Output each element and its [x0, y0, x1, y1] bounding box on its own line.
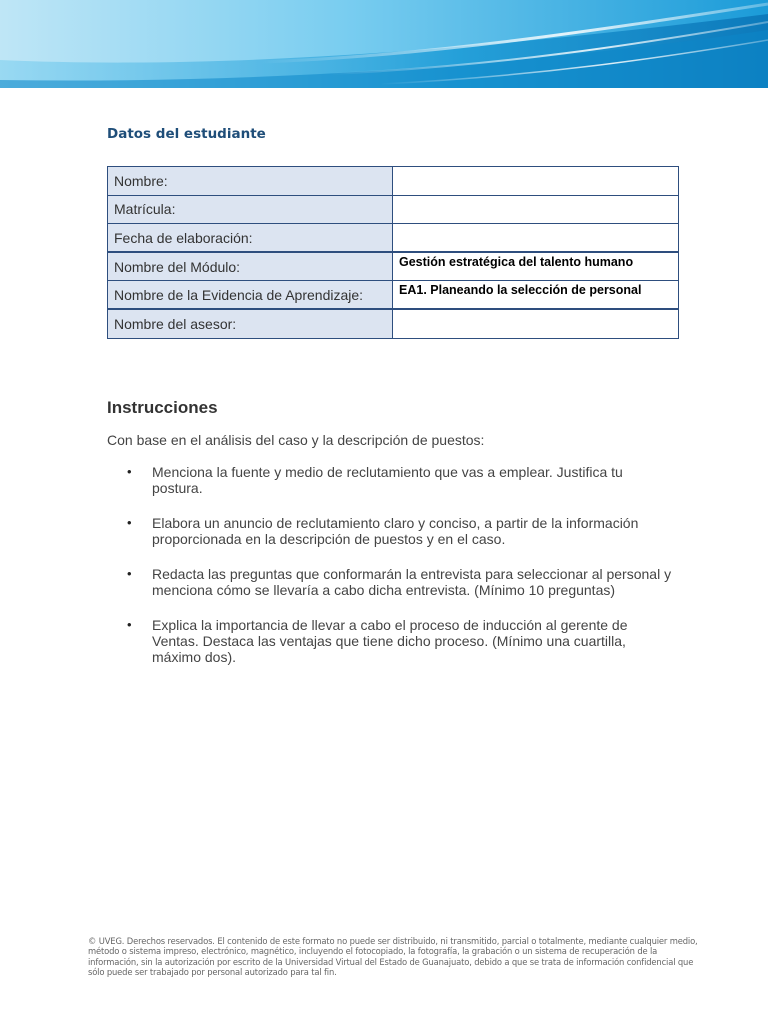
list-item [127, 515, 677, 547]
table-row [108, 281, 679, 310]
row-label-nombre: Nombre: [108, 167, 393, 196]
copyright-footer: © UVEG. Derechos reservados. El contenido de este formato no puede ser distribuido, ni transmitido, parcial o totalmente, mediante cualquier medio, método o sistema impreso, electrónico, magnético, incluyendo el fotocopiado, la fotografía, la grabación o un sistema de recuperación de la información, sin la autorización por escrito de la Universidad Virtual del Estado de Guanajuato, debido a que se trata de información confidencial que sólo puede ser trabajado por personal autorizado para tal fin. [88, 936, 698, 977]
instructions-intro: Con base en el análisis del caso y la descripción de puestos: [107, 432, 485, 448]
student-section-title: Datos del estudiante [107, 126, 266, 142]
table-row [108, 224, 679, 253]
table-row [108, 309, 679, 338]
bullet-icon: • [127, 464, 132, 479]
row-value-evidencia[interactable]: EA1. Planeando la selección de personal [393, 281, 679, 310]
bullet-icon: • [127, 617, 132, 632]
list-item-text: Explica la importancia de llevar a cabo el proceso de inducción al gerente de Ventas. Destaca las ventajas que tiene dicho proceso. (Mínimo una cuartilla, máximo dos). [152, 617, 628, 665]
row-label-asesor: Nombre del asesor: [108, 309, 393, 338]
row-value-nombre[interactable] [393, 167, 679, 196]
list-item-text: Redacta las preguntas que conformarán la entrevista para seleccionar al personal y menciona cómo se llevaría a cabo dicha entrevista. (Mínimo 10 preguntas) [152, 566, 672, 598]
row-value-fecha[interactable] [393, 224, 679, 253]
row-label-modulo: Nombre del Módulo: [108, 252, 393, 281]
list-item-text: Menciona la fuente y medio de reclutamiento que vas a emplear. Justifica tu postura. [152, 464, 623, 496]
table-row [108, 167, 679, 196]
header-banner [0, 0, 768, 96]
instructions-list [127, 464, 677, 684]
row-value-modulo[interactable]: Gestión estratégica del talento humano [393, 252, 679, 281]
table-row [108, 252, 679, 281]
table-row [108, 195, 679, 224]
student-data-table [107, 166, 679, 339]
header-wave-graphic [0, 0, 768, 96]
instructions-title: Instrucciones [107, 398, 218, 417]
row-label-evidencia: Nombre de la Evidencia de Aprendizaje: [108, 281, 393, 310]
row-label-fecha: Fecha de elaboración: [108, 224, 393, 253]
list-item [127, 617, 677, 665]
bullet-icon: • [127, 566, 132, 581]
row-value-matricula[interactable] [393, 195, 679, 224]
list-item [127, 566, 677, 598]
list-item [127, 464, 677, 496]
row-value-asesor[interactable] [393, 309, 679, 338]
bullet-icon: • [127, 515, 132, 530]
row-label-matricula: Matrícula: [108, 195, 393, 224]
list-item-text: Elabora un anuncio de reclutamiento claro y conciso, a partir de la información proporcionada en la descripción de puestos y en el caso. [152, 515, 639, 547]
